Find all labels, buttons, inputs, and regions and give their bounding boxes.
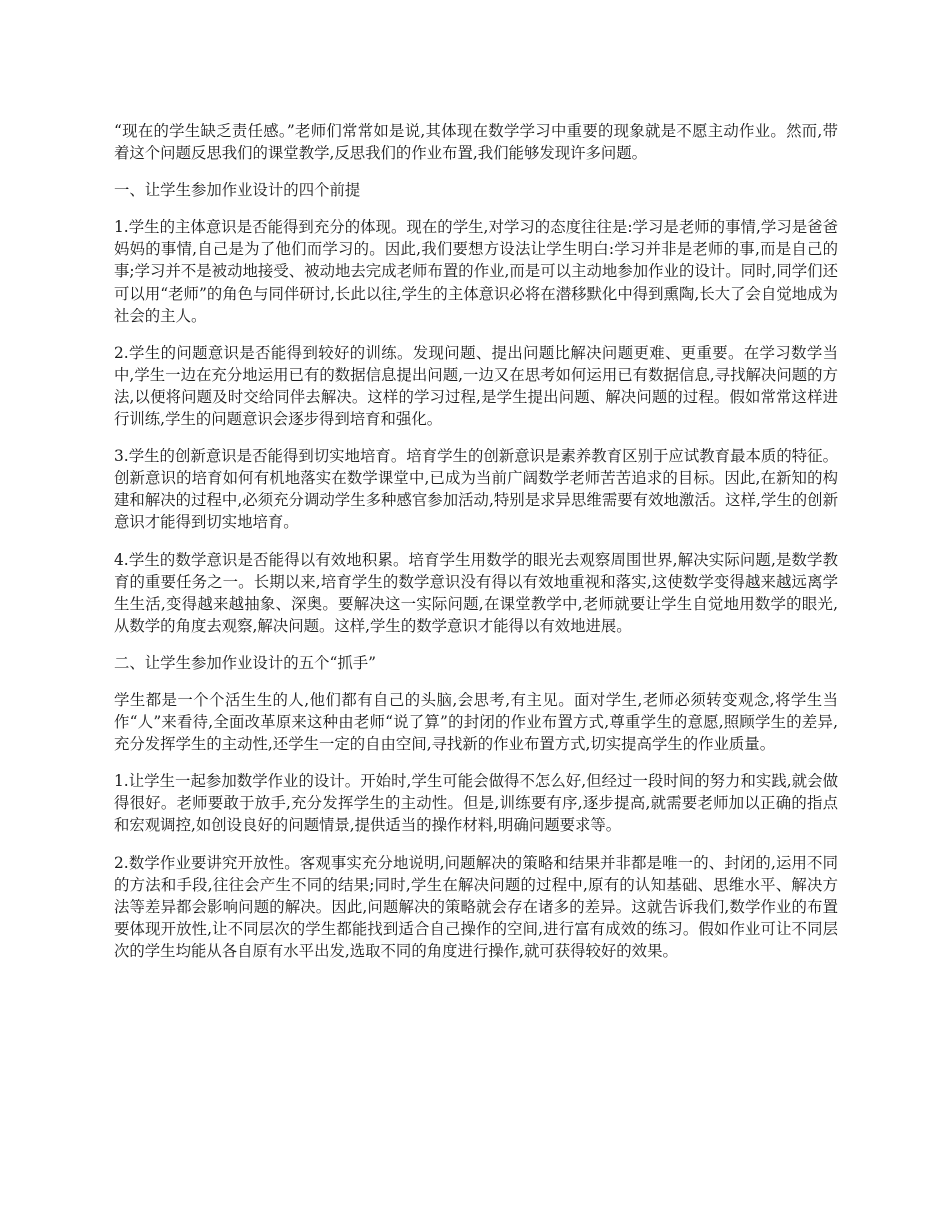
section-heading-2: 二、让学生参加作业设计的五个“抓手” [114,653,376,672]
paragraph-premise-3: 3.学生的创新意识是否能得到切实地培育。培育学生的创新意识是素养教育区别于应试教育最本质的特征。创新意识的培育如何有机地落实在数学课堂中,已成为当前广阔数学老师苦苦追求的目标。因此,在新知的构建和解决的过程中,必须充分调动学生多种感官参加活动,特别是求异思维需要有效地激活。这样,学生的创新意识才能得到切实地培育。 [114,447,838,532]
paragraph-section-2-intro: 学生都是一个个活生生的人,他们都有自己的头脑,会思考,有主见。面对学生,老师必须转变观念,将学生当作“人”来看待,全面改革原来这种由老师“说了算”的封闭的作业布置方式,尊重学生的意愿,照顾学生的差异,充分发挥学生的主动性,还学生一定的自由空间,寻找新的作业布置方式,切实提高学生的作业质量。 [114,690,838,754]
paragraph-premise-2: 2.学生的问题意识是否能得到较好的训练。发现问题、提出问题比解决问题更难、更重要。在学习数学当中,学生一边在充分地运用已有的数据信息提出问题,一边又在思考如何运用已有数据信息,寻找解决问题的方法,以便将问题及时交给同伴去解决。这样的学习过程,是学生提出问题、解决问题的过程。假如常常这样进行训练,学生的问题意识会逐步得到培育和强化。 [114,343,838,429]
paragraph-handle-1: 1.让学生一起参加数学作业的设计。开始时,学生可能会做得不怎么好,但经过一段时间的努力和实践,就会做得很好。老师要敢于放手,充分发挥学生的主动性。但是,训练要有序,逐步提高,就需要老师加以正确的指点和宏观调控,如创设良好的问题情景,提供适当的操作材料,明确问题要求等。 [114,772,838,835]
paragraph-handle-2: 2.数学作业要讲究开放性。客观事实充分地说明,问题解决的策略和结果并非都是唯一的、封闭的,运用不同的方法和手段,往往会产生不同的结果;同时,学生在解决问题的过程中,原有的认知基础、思维水平、解决方法等差异都会影响问题的解决。因此,问题解决的策略就会存在诸多的差异。这就告诉我们,数学作业的布置要体现开放性,让不同层次的学生都能找到适合自己操作的空间,进行富有成效的练习。假如作业可让不同层次的学生均能从各自原有水平出发,选取不同的角度进行操作,就可获得较好的效果。 [114,853,838,960]
document-page [114,120,838,977]
intro-paragraph: “现在的学生缺乏责任感。”老师们常常如是说,其体现在数学学习中重要的现象就是不愿主动作业。然而,带着这个问题反思我们的课堂教学,反思我们的作业布置,我们能够发现许多问题。 [114,122,838,163]
paragraph-premise-4: 4.学生的数学意识是否能得以有效地积累。培育学生用数学的眼光去观察周围世界,解决实际问题,是数学教育的重要任务之一。长期以来,培育学生的数学意识没有得以有效地重视和落实,这使数学变得越来越远离学生生活,变得越来越抽象、深奥。要解决这一实际问题,在课堂教学中,老师就要让学生自觉地用数学的眼光,从数学的角度去观察,解决问题。这样,学生的数学意识才能得以有效地进展。 [114,550,838,635]
section-heading-1: 一、让学生参加作业设计的四个前提 [114,181,361,200]
paragraph-premise-1: 1.学生的主体意识是否能得到充分的体现。现在的学生,对学习的态度往往是:学习是老师的事情,学习是爸爸妈妈的事情,自己是为了他们而学习的。因此,我们要想方设法让学生明白:学习并非是老师的事,而是自己的事;学习并不是被动地接受、被动地去完成老师布置的作业,而是可以主动地参加作业的设计。同时,同学们还可以用“老师”的角色与同伴研讨,长此以往,学生的主体意识必将在潜移默化中得到熏陶,长大了会自觉地成为社会的主人。 [114,218,838,325]
